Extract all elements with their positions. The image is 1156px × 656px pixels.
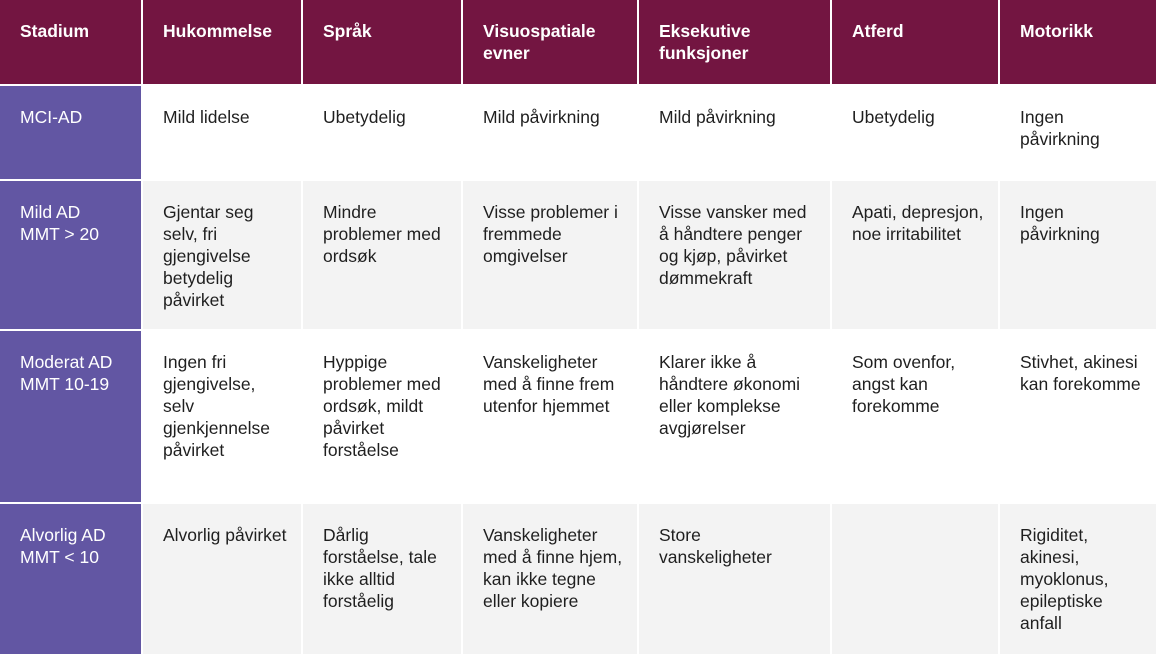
cell-sprak: Mindre problemer med ordsøk — [302, 180, 462, 330]
cell-atferd: Apati, depresjon, noe irritabilitet — [831, 180, 999, 330]
stage-score: MMT 10-19 — [20, 374, 110, 394]
stage-score: MMT < 10 — [20, 547, 99, 567]
header-atferd: Atferd — [831, 0, 999, 85]
table-header — [0, 0, 1156, 85]
table-row — [0, 330, 1156, 503]
cell-visuospatiale: Vanskeligheter med å finne hjem, kan ikke tegne eller kopiere — [462, 503, 638, 655]
stage-name: Alvorlig AD — [20, 525, 106, 545]
stage-cell — [0, 180, 142, 330]
table-row — [0, 180, 1156, 330]
stage-cell — [0, 85, 142, 180]
header-row — [0, 0, 1156, 85]
cell-sprak: Hyppige problemer med ordsøk, mildt påvirket forståelse — [302, 330, 462, 503]
cell-visuospatiale: Mild påvirkning — [462, 85, 638, 180]
cell-motorikk: Stivhet, akinesi kan forekomme — [999, 330, 1156, 503]
table-row — [0, 85, 1156, 180]
cell-atferd: Ubetydelig — [831, 85, 999, 180]
cell-hukommelse: Gjentar seg selv, fri gjengivelse betydelig påvirket — [142, 180, 302, 330]
header-eksekutive-funksjoner: Eksekutive funksjoner — [638, 0, 831, 85]
stage-name: Moderat AD — [20, 352, 113, 372]
cell-hukommelse: Mild lidelse — [142, 85, 302, 180]
stage-cell — [0, 503, 142, 655]
header-visuospatiale-evner: Visuospatiale evner — [462, 0, 638, 85]
header-sprak: Språk — [302, 0, 462, 85]
cell-motorikk: Ingen påvirkning — [999, 85, 1156, 180]
cell-hukommelse: Alvorlig påvirket — [142, 503, 302, 655]
header-motorikk: Motorikk — [999, 0, 1156, 85]
cell-motorikk: Rigiditet, akinesi, myoklonus, epileptiske anfall — [999, 503, 1156, 655]
cell-visuospatiale: Visse problemer i fremmede omgivelser — [462, 180, 638, 330]
cell-eksekutive: Store vanskeligheter — [638, 503, 831, 655]
cell-sprak: Ubetydelig — [302, 85, 462, 180]
header-hukommelse: Hukommelse — [142, 0, 302, 85]
cell-motorikk: Ingen påvirkning — [999, 180, 1156, 330]
cell-hukommelse: Ingen fri gjengivelse, selv gjenkjennelse påvirket — [142, 330, 302, 503]
cell-sprak: Dårlig forståelse, tale ikke alltid forståelig — [302, 503, 462, 655]
cell-visuospatiale: Vanskeligheter med å finne frem utenfor hjemmet — [462, 330, 638, 503]
table-row — [0, 503, 1156, 655]
cell-eksekutive: Klarer ikke å håndtere økonomi eller komplekse avgjørelser — [638, 330, 831, 503]
stage-name: MCI-AD — [20, 107, 83, 127]
cell-atferd: Som ovenfor, angst kan forekomme — [831, 330, 999, 503]
stage-score: MMT > 20 — [20, 224, 99, 244]
table-body — [0, 85, 1156, 655]
stage-name: Mild AD — [20, 202, 81, 222]
cell-eksekutive: Mild påvirkning — [638, 85, 831, 180]
cell-eksekutive: Visse vansker med å håndtere penger og kjøp, påvirket dømmekraft — [638, 180, 831, 330]
cell-atferd — [831, 503, 999, 655]
header-stadium: Stadium — [0, 0, 142, 85]
stage-cell — [0, 330, 142, 503]
